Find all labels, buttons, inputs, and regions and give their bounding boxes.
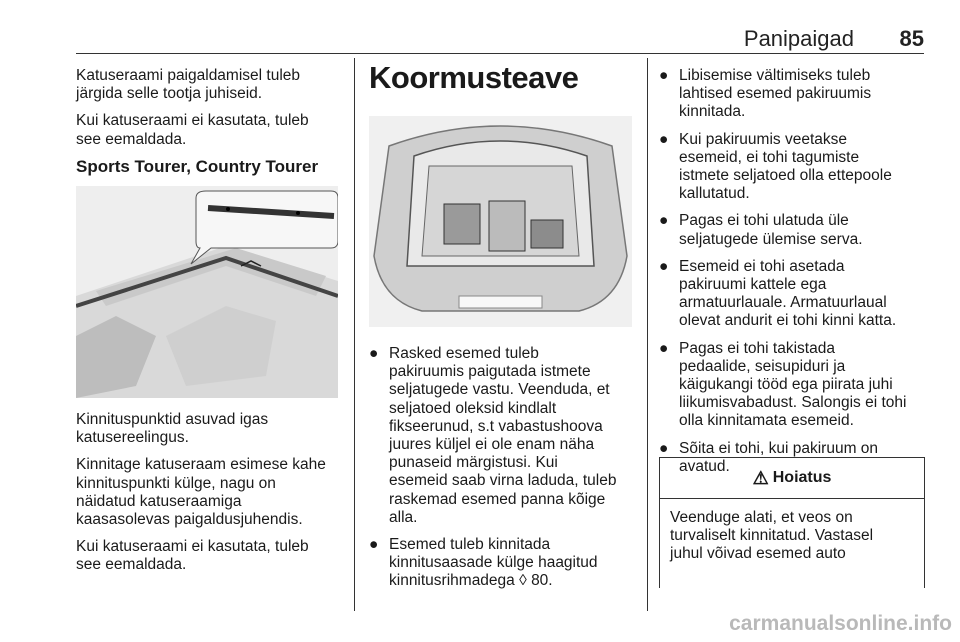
list-item <box>659 67 929 122</box>
list-item-text: Sõita ei tohi, kui pakiruum on avatud. <box>679 439 879 475</box>
column-1 <box>76 67 344 184</box>
bullet-icon: ● <box>659 339 669 357</box>
page-number: 85 <box>899 26 924 51</box>
list-item-text: Kui pakiruumis veetakse esemeid, ei tohi tagumiste istmete seljatoed olla ettepoole kallutatud. <box>679 130 892 203</box>
paragraph: Kinnituspunktid asuvad igas katusereelingus. <box>76 411 269 447</box>
list-item-text: Rasked esemed tuleb pakiruumis paigutada istmete seljatugede vastu. Veenduda, et seljatoed oleksid kindlalt fikseerunud, s.t vabastushoova juures küljel ei ole enam näha punaseid märgistusi. Kui esemeid saab virna laduda, tuleb raskemad esemed panna kõige alla. <box>389 345 617 526</box>
paragraph: Kui katuseraami ei kasutata, tuleb see eemaldada. <box>76 538 309 574</box>
list-item <box>659 258 929 331</box>
list-item-text: Esemeid ei tohi asetada pakiruumi kattele ega armatuurlauale. Armatuurlaual olevat andurit ei tohi kinni katta. <box>679 257 897 330</box>
list-item-text: Pagas ei tohi takistada pedaalide, seisupiduri ja käigukangi tööd ega piirata juhi liikumisvabadust. Salongis ei tohi olla kinnitamata esemeid. <box>679 339 907 430</box>
bullet-icon: ● <box>369 536 379 554</box>
paragraph: Kui katuseraami ei kasutata, tuleb see eemaldada. <box>76 112 309 148</box>
list-item <box>659 340 929 431</box>
warning-body: Veenduge alati, et veos on turvaliselt kinnitatud. Vastasel juhul võivad esemed auto <box>670 509 874 563</box>
list-item <box>659 212 929 248</box>
trunk-illustration <box>369 116 632 327</box>
section-heading: Koormusteave <box>369 60 579 95</box>
warning-icon: ⚠ <box>752 467 769 488</box>
list-item <box>659 131 929 204</box>
list-item <box>369 345 637 527</box>
watermark: carmanualsonline.info <box>729 612 952 635</box>
column-2 <box>369 345 637 600</box>
page-header <box>76 22 924 52</box>
bullet-icon: ● <box>659 257 669 275</box>
paragraph: Katuseraami paigaldamisel tuleb järgida selle tootja juhiseid. <box>76 67 301 103</box>
column-3 <box>659 67 929 485</box>
warning-box <box>659 457 925 588</box>
list-item <box>369 536 637 591</box>
column-1-lower <box>76 411 344 584</box>
warning-title: Hoiatus <box>772 469 832 486</box>
bullet-list <box>659 67 929 476</box>
list-item-text: Pagas ei tohi ulatuda üle seljatugede ülemise serva. <box>679 212 863 248</box>
roof-rack-illustration <box>76 186 338 398</box>
bullet-list <box>369 345 637 591</box>
bullet-icon: ● <box>659 439 669 457</box>
warning-header <box>660 458 924 499</box>
page-title: Panipaigad <box>743 26 854 51</box>
bullet-icon: ● <box>369 345 379 362</box>
bullet-icon: ● <box>659 212 669 230</box>
list-item-text: Esemed tuleb kinnitada kinnitusaasade külge haagitud kinnitusrihmadega ◊ 80. <box>389 536 598 590</box>
list-item-text: Libisemise vältimiseks tuleb lahtised esemed pakiruumis kinnitada. <box>679 67 872 121</box>
bullet-icon: ● <box>659 67 669 84</box>
subheading: Sports Tourer, Country Tourer <box>76 156 319 176</box>
header-rule <box>76 53 924 54</box>
column-divider-1 <box>354 58 355 611</box>
paragraph: Kinnitage katuseraam esimese kahe kinnituspunkti külge, nagu on näidatud katuseraamiga kaasasolevas paigaldusjuhendis. <box>76 456 326 529</box>
bullet-icon: ● <box>659 130 669 148</box>
column-divider-2 <box>647 58 648 611</box>
